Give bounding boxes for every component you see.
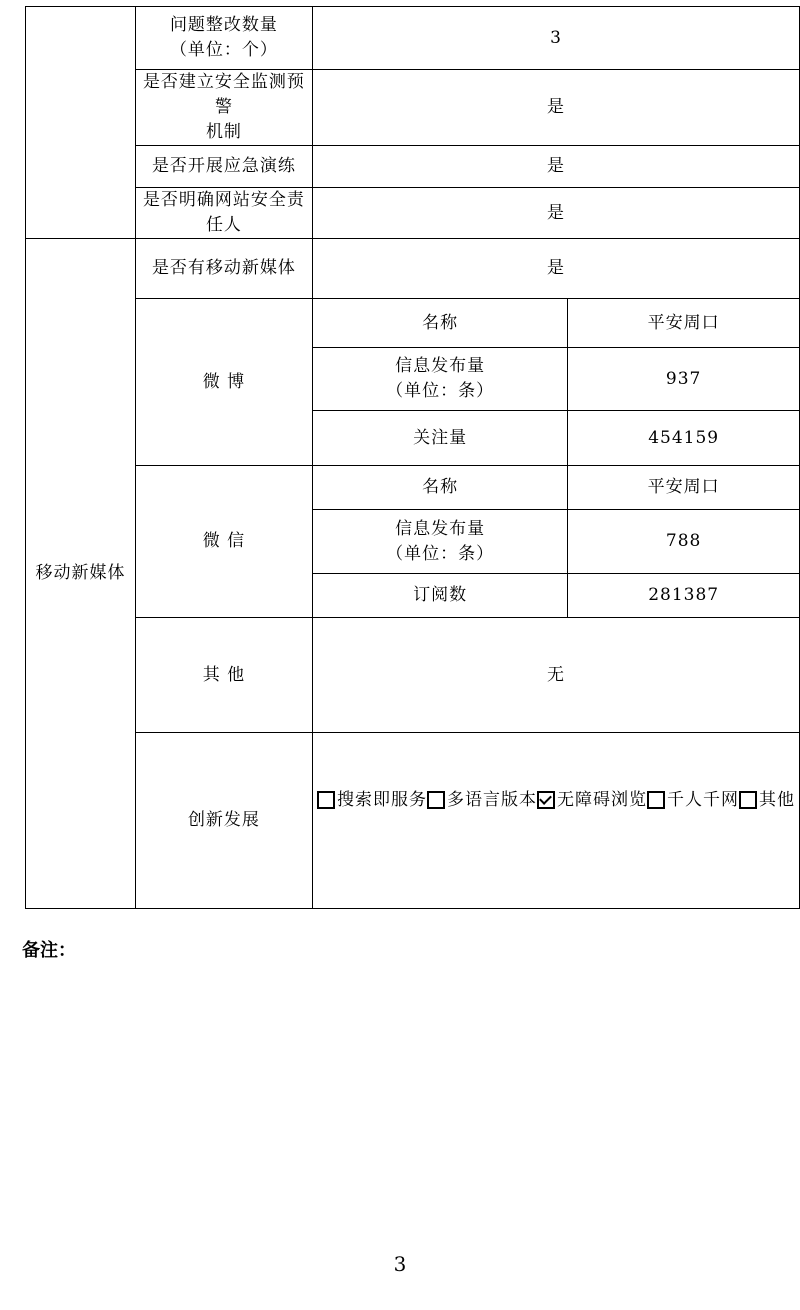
security-section-cell <box>26 7 136 239</box>
remarks-label: 备注： <box>22 940 76 961</box>
innovation-section-label: 创新发展 <box>135 733 312 909</box>
warning-mechanism-value: 是 <box>312 70 799 146</box>
innovation-option-label: 多语言版本 <box>446 789 537 810</box>
weibo-name-label: 名称 <box>312 299 567 348</box>
weibo-posts-label: 信息发布量 （单位：条） <box>312 348 567 411</box>
wechat-subscribers-value: 281387 <box>568 574 800 618</box>
responsible-person-label: 是否明确网站安全责任人 <box>135 188 312 239</box>
page-number: 3 <box>393 1252 407 1276</box>
innovation-option[interactable] <box>427 788 537 813</box>
checkbox-icon[interactable] <box>317 791 335 809</box>
wechat-label: 微 信 <box>135 466 312 618</box>
weibo-label: 微 博 <box>135 299 312 466</box>
checked-checkbox-icon[interactable] <box>537 791 555 809</box>
wechat-posts-label: 信息发布量 （单位：条） <box>312 510 567 574</box>
mobile-media-section-label: 移动新媒体 <box>26 239 136 909</box>
table-row <box>26 733 800 909</box>
emergency-drill-value: 是 <box>312 146 799 188</box>
innovation-option-label: 无障碍浏览 <box>556 789 647 810</box>
has-media-label: 是否有移动新媒体 <box>135 239 312 299</box>
innovation-option-label: 其他 <box>758 789 795 810</box>
innovation-option[interactable] <box>317 788 427 813</box>
innovation-options <box>312 733 799 909</box>
wechat-name-label: 名称 <box>312 466 567 510</box>
table-row <box>26 466 800 510</box>
issues-fixed-label: 问题整改数量 （单位：个） <box>135 7 312 70</box>
table-row <box>26 7 800 70</box>
weibo-followers-value: 454159 <box>568 411 800 466</box>
other-media-value: 无 <box>312 618 799 733</box>
table-row <box>26 146 800 188</box>
emergency-drill-label: 是否开展应急演练 <box>135 146 312 188</box>
checkbox-icon[interactable] <box>427 791 445 809</box>
report-table <box>25 6 800 909</box>
checkbox-icon[interactable] <box>739 791 757 809</box>
wechat-posts-value: 788 <box>568 510 800 574</box>
has-media-value: 是 <box>312 239 799 299</box>
wechat-subscribers-label: 订阅数 <box>312 574 567 618</box>
innovation-option-label: 搜索即服务 <box>336 789 427 810</box>
warning-mechanism-label: 是否建立安全监测预警 机制 <box>135 70 312 146</box>
innovation-option[interactable] <box>647 788 739 813</box>
innovation-option[interactable] <box>537 788 647 813</box>
innovation-option[interactable] <box>739 788 795 813</box>
wechat-name-value: 平安周口 <box>568 466 800 510</box>
table-row <box>26 188 800 239</box>
checkbox-icon[interactable] <box>647 791 665 809</box>
innovation-option-label: 千人千网 <box>666 789 739 810</box>
table-row <box>26 239 800 299</box>
weibo-posts-value: 937 <box>568 348 800 411</box>
responsible-person-value: 是 <box>312 188 799 239</box>
issues-fixed-value: 3 <box>312 7 799 70</box>
table-row <box>26 299 800 348</box>
other-media-label: 其 他 <box>135 618 312 733</box>
weibo-followers-label: 关注量 <box>312 411 567 466</box>
table-row <box>26 70 800 146</box>
weibo-name-value: 平安周口 <box>568 299 800 348</box>
table-row <box>26 618 800 733</box>
